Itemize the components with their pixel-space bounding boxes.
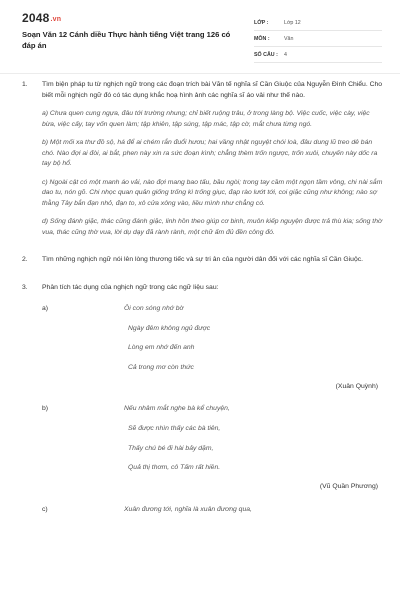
poem-line: Thấy chú bé đi hài bảy dặm, [128, 444, 214, 452]
poem-lines [124, 505, 384, 516]
poem-line: Quả thị thơm, cô Tấm rất hiền. [128, 464, 221, 472]
question-text: Tìm những nghịch ngữ nói lên lòng thương tiếc và sự tri ân của người dân đối với các nghĩa sĩ Cần Giuộc. [42, 256, 364, 263]
meta-value: 4 [284, 51, 287, 58]
question-text: Phân tích tác dụng của nghịch ngữ trong các ngữ liệu sau: [42, 283, 219, 291]
option-a: a) Chưa quen cung ngựa, đâu tới trường nhung; chỉ biết ruộng trâu, ở trong làng bộ. Việc cuốc, việc cày, việc bừa, việc cấy, tay vốn quen làm; tập khiên, tập súng, tập mác, tập cờ, mắt chưa từng ngó. [42, 110, 370, 128]
option-c: c) Ngoài cật có một manh áo vải, nào đợi mang bao tấu, bầu ngòi; trong tay cầm một ngọn tầm vông, chi nài sắm dao tu, nón gõ. Chi nhọc quan quản giống trống kì trống giục, đạp rào lướt tới, coi giặc cũng như không; nào sợ thằng Tây bắn đạn nhỏ, đạn to, xô cửa xông vào, liều mình như chẳng có. [42, 178, 383, 207]
poem-c [22, 505, 384, 516]
poem-author: (Vũ Quần Phương) [319, 483, 378, 490]
meta-value: Lớp 12 [284, 19, 301, 26]
poem-line: Nếu nhâm mắt nghe bà kể chuyện, [124, 405, 230, 413]
poem-a [22, 304, 384, 392]
poem-line: Sẽ được nhìn thấy các bà tiên, [128, 424, 221, 432]
question-number: 3. [22, 283, 28, 291]
question-1 [22, 80, 384, 238]
question-3 [22, 283, 384, 516]
question-text: Tìm biện pháp tu từ nghịch ngữ trong các đoạn trích bài Văn tế nghĩa sĩ Cần Giuộc của Nguyễn Đình Chiểu. Cho biết mỗi nghịch ngữ đó có tác dụng khắc hoạ hình ảnh các nghĩa sĩ áo vải như thế nào. [42, 81, 383, 99]
question-2 [22, 255, 384, 266]
document-body [22, 80, 384, 524]
meta-label: LỚP : [254, 19, 269, 26]
poem-lines [124, 404, 384, 474]
poem-line: Lòng em nhớ đến anh [128, 344, 195, 352]
poem-line: Cả trong mơ còn thức [128, 364, 194, 372]
poem-line: Ôi con sóng nhớ bờ [124, 305, 184, 312]
logo-text: 2048 [22, 11, 50, 25]
poem-line: Ngày đêm không ngủ được [128, 324, 211, 332]
poem-b [22, 404, 384, 492]
poem-line: Xuân đương tới, nghĩa là xuân đương qua, [124, 505, 252, 513]
question-number: 2. [22, 256, 28, 263]
poem-lines [124, 304, 384, 374]
meta-label: MÔN : [254, 35, 270, 42]
meta-value: Văn [284, 35, 294, 42]
poem-letter: b) [42, 405, 49, 413]
poem-letter: a) [42, 305, 49, 312]
option-d: d) Sống đánh giặc, thác cũng đánh giặc, linh hồn theo giúp cơ binh, muôn kiếp nguyện được trả thù kia; sống thờ vua, thác cũng thờ vua, lời dụ dạy đã rành rành, một chữ ấm đủ đền công đó. [42, 218, 383, 236]
question-number: 1. [22, 81, 28, 88]
page-header [0, 0, 400, 72]
meta-row-count [254, 47, 382, 63]
meta-row-class [254, 15, 382, 31]
site-logo[interactable] [22, 11, 61, 25]
poem-letter: c) [42, 505, 48, 513]
document-title: Soạn Văn 12 Cánh diều Thực hành tiếng Việt trang 126 có đáp án [22, 30, 231, 50]
option-b: b) Một mối xa thư đồ sộ, há để ai chém rắn đuổi hươu; hai vầng nhật nguyệt chói loà, đâu dung lũ treo dê bán chó. Nào đợi ai đòi, ai bắt, phen này xin ra sức đoạn kình; chẳng thèm trốn ngược, trốn xuôi, chuyến này dốc ra tay bộ hổ. [42, 139, 378, 167]
meta-label: SỐ CÂU : [254, 51, 278, 58]
document-meta [254, 15, 382, 63]
logo-suffix: .vn [50, 16, 62, 23]
meta-row-subject [254, 31, 382, 47]
header-divider [0, 73, 400, 74]
poem-author: (Xuân Quỳnh) [335, 382, 378, 390]
